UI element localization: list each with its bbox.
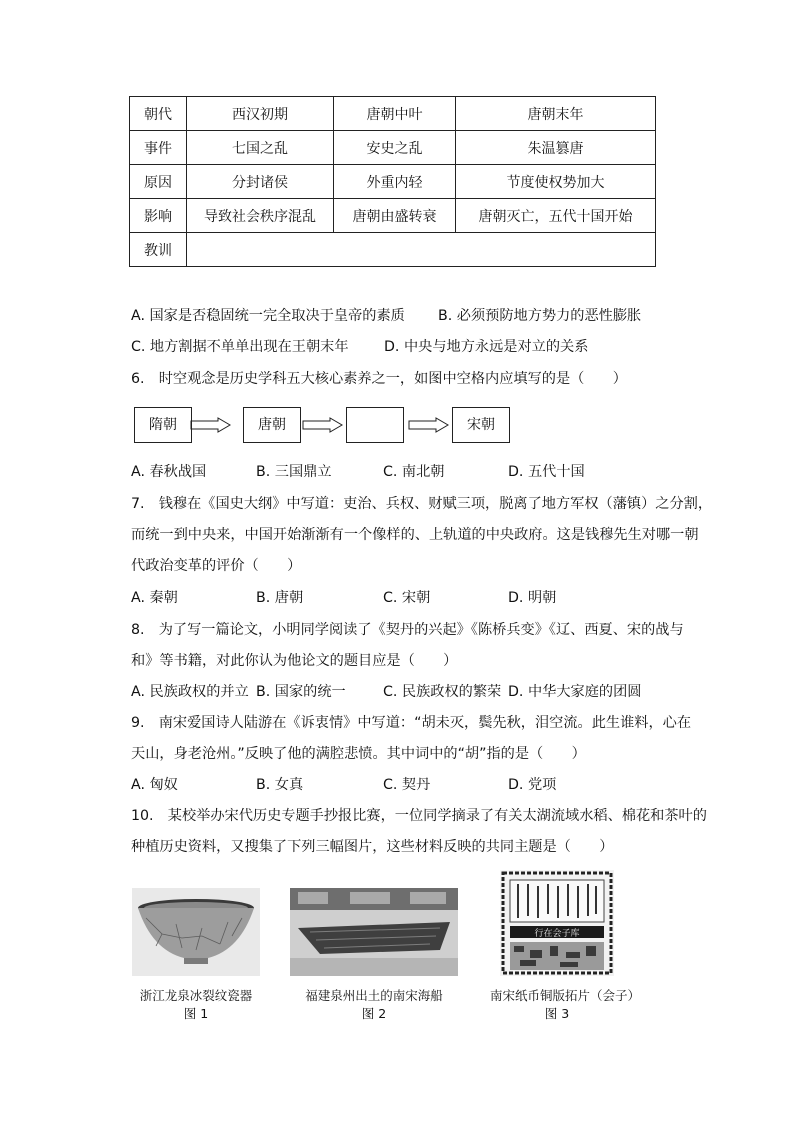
table-cell: 导致社会秩序混乱	[187, 199, 334, 233]
figure-3-caption: 南宋纸币铜版拓片（会子）	[490, 988, 641, 1003]
figure-3-label: 图 3	[544, 1006, 570, 1021]
arrow-right-icon	[408, 417, 450, 433]
figure-2-caption: 福建泉州出土的南宋海船	[305, 988, 443, 1003]
table-cell: 原因	[130, 165, 187, 199]
q7-option-c[interactable]: C. 宋朝	[383, 590, 431, 606]
table-cell: 唐朝由盛转衰	[334, 199, 456, 233]
table-row	[130, 131, 656, 165]
table-cell: 唐朝灭亡，五代十国开始	[456, 199, 656, 233]
q7-line-2: 而统一到中央来，中国开始渐渐有一个像样的、上轨道的中央政府。这是钱穆先生对哪一朝	[131, 527, 699, 543]
arrow-right-icon	[190, 417, 232, 433]
table-cell: 唐朝末年	[456, 97, 656, 131]
table-cell: 外重内轻	[334, 165, 456, 199]
song-ship-image	[290, 888, 458, 976]
q7-line-3: 代政治变革的评价（ ）	[131, 558, 302, 574]
q7-option-a[interactable]: A. 秦朝	[131, 590, 178, 606]
q8-option-b[interactable]: B. 国家的统一	[256, 684, 346, 700]
q6-option-c[interactable]: C. 南北朝	[383, 464, 445, 480]
celadon-bowl-image	[132, 888, 260, 976]
banknote-inscription: 行在会子库	[534, 929, 580, 939]
table-cell: 西汉初期	[187, 97, 334, 131]
arrow-right-icon	[302, 417, 344, 433]
flow-box-song: 宋朝	[452, 407, 510, 443]
q8-line-1: 8. 为了写一篇论文，小明同学阅读了《契丹的兴起》《陈桥兵变》《辽、西夏、宋的战与	[131, 622, 684, 638]
q8-option-a[interactable]: A. 民族政权的并立	[131, 684, 249, 700]
flow-box-sui: 隋朝	[134, 407, 192, 443]
history-table	[129, 96, 656, 267]
q5-option-c[interactable]: C. 地方割据不单单出现在王朝末年	[131, 339, 349, 355]
table-row	[130, 233, 656, 267]
song-banknote-rubbing-image	[500, 870, 614, 976]
q6-option-b[interactable]: B. 三国鼎立	[256, 464, 332, 480]
q6-option-a[interactable]: A. 春秋战国	[131, 464, 207, 480]
q5-option-d[interactable]: D. 中央与地方永远是对立的关系	[384, 339, 589, 355]
figure-1-label: 图 1	[183, 1006, 209, 1021]
flow-box-tang: 唐朝	[243, 407, 301, 443]
q10-line-2: 种植历史资料，又搜集了下列三幅图片，这些材料反映的共同主题是（ ）	[131, 839, 614, 855]
q9-line-2: 天山，身老沧州。”反映了他的满腔悲愤。其中词中的“胡”指的是（ ）	[131, 746, 586, 762]
table-row	[130, 97, 656, 131]
table-cell: 教训	[130, 233, 187, 267]
figure-2-label: 图 2	[361, 1006, 387, 1021]
q6-option-d[interactable]: D. 五代十国	[508, 464, 585, 480]
q9-option-d[interactable]: D. 党项	[508, 777, 557, 793]
table-cell: 影响	[130, 199, 187, 233]
q8-option-d[interactable]: D. 中华大家庭的团圆	[508, 684, 642, 700]
q9-line-1: 9. 南宋爱国诗人陆游在《诉衷情》中写道：“胡未灭，鬓先秋，泪空流。此生谁料，心在	[131, 715, 692, 731]
q9-option-c[interactable]: C. 契丹	[383, 777, 431, 793]
table-cell: 朝代	[130, 97, 187, 131]
q8-line-2: 和》等书籍，对此你认为他论文的题目应是（ ）	[131, 653, 458, 669]
table-row	[130, 165, 656, 199]
q10-line-1: 10. 某校举办宋代历史专题手抄报比赛，一位同学摘录了有关太湖流域水稻、棉花和茶叶的	[131, 808, 707, 824]
figure-1-caption: 浙江龙泉冰裂纹瓷器	[139, 988, 253, 1003]
q9-option-a[interactable]: A. 匈奴	[131, 777, 178, 793]
table-cell: 七国之乱	[187, 131, 334, 165]
table-cell: 分封诸侯	[187, 165, 334, 199]
q5-option-a[interactable]: A. 国家是否稳固统一完全取决于皇帝的素质	[131, 308, 405, 324]
flow-box-blank	[346, 407, 404, 443]
q7-option-b[interactable]: B. 唐朝	[256, 590, 304, 606]
table-cell: 事件	[130, 131, 187, 165]
q6-stem: 6. 时空观念是历史学科五大核心素养之一，如图中空格内应填写的是（ ）	[131, 371, 627, 387]
table-cell: 唐朝中叶	[334, 97, 456, 131]
table-cell: 安史之乱	[334, 131, 456, 165]
table-cell: 节度使权势加大	[456, 165, 656, 199]
q8-option-c[interactable]: C. 民族政权的繁荣	[383, 684, 502, 700]
table-cell-empty	[187, 233, 656, 267]
q7-line-1: 7. 钱穆在《国史大纲》中写道：吏治、兵权、财赋三项，脱离了地方军权（藩镇）之分割，	[131, 496, 713, 512]
table-cell: 朱温篡唐	[456, 131, 656, 165]
table-row	[130, 199, 656, 233]
q5-option-b[interactable]: B. 必须预防地方势力的恶性膨胀	[438, 308, 642, 324]
q7-option-d[interactable]: D. 明朝	[508, 590, 557, 606]
q9-option-b[interactable]: B. 女真	[256, 777, 304, 793]
